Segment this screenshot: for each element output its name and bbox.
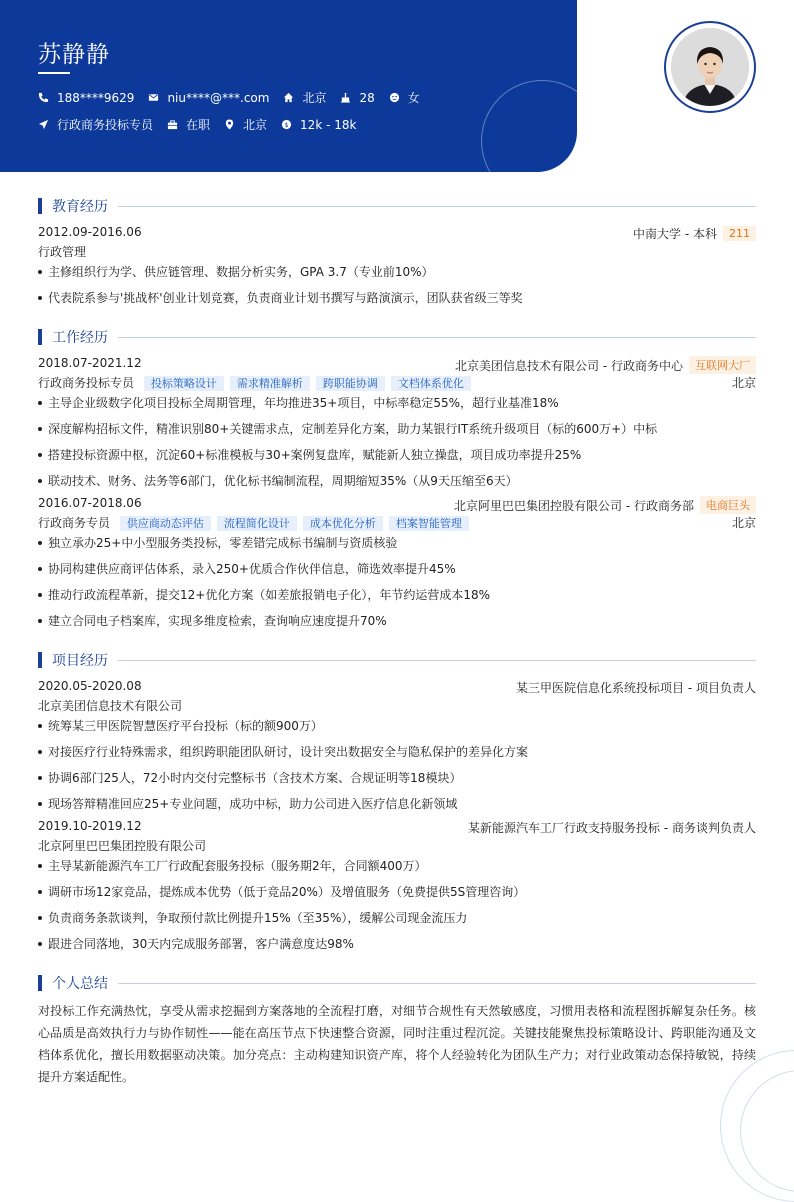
section-title-work	[38, 327, 756, 347]
skill-tag: 投标策略设计	[144, 376, 224, 391]
list-item: 协调6部门25人，72小时内交付完整标书（含技术方案、合规证明等18模块）	[38, 769, 461, 786]
skill-tag: 档案智能管理	[389, 516, 469, 531]
company-badge: 互联网大厂	[689, 356, 756, 374]
face-icon	[389, 92, 400, 103]
skill-tag: 成本优化分析	[303, 516, 383, 531]
list-item: 对接医疗行业特殊需求，组织跨职能团队研讨，设计突出数据安全与隐私保护的差异化方案	[38, 743, 528, 760]
cake-icon	[340, 92, 351, 103]
work-title: 行政商务专员	[38, 516, 111, 530]
list-item: 现场答辩精准回应25+专业问题，成功中标，助力公司进入医疗信息化新领域	[38, 795, 457, 812]
project-company: 北京阿里巴巴集团控股有限公司	[38, 839, 207, 853]
avatar-frame	[664, 21, 756, 113]
email-address: niu****@***.com	[167, 90, 270, 105]
list-item: 联动技术、财务、法务等6部门，优化标书编制流程，周期缩短35%（从9天压缩至6天）	[38, 472, 518, 489]
section-title-text: 项目经历	[52, 653, 108, 669]
avatar	[671, 28, 749, 106]
work-period: 2018.07-2021.12	[38, 356, 142, 370]
skill-tag: 跨职能协调	[316, 376, 385, 391]
briefcase-icon	[167, 119, 178, 130]
section-title-text: 教育经历	[52, 199, 108, 215]
section-divider	[118, 983, 756, 984]
gender-value: 女	[407, 91, 420, 105]
section-title-text: 个人总结	[52, 976, 108, 992]
candidate-name: 苏静静	[38, 42, 110, 68]
list-item: 独立承办25+中小型服务类投标，零差错完成标书编制与资质核验	[38, 534, 397, 551]
list-item: 主导企业级数字化项目投标全周期管理，年均推进35+项目，中标率稳定55%，超行业基准18%	[38, 394, 559, 411]
company-badge: 电商巨头	[700, 496, 756, 514]
project-name: 某三甲医院信息化系统投标项目 - 项目负责人	[516, 681, 756, 695]
phone-number: 188****9629	[57, 90, 135, 105]
education-period: 2012.09-2016.06	[38, 225, 142, 239]
list-item: 统筹某三甲医院智慧医疗平台投标（标的额900万）	[38, 717, 323, 734]
education-school: 中南大学 - 本科	[633, 227, 717, 241]
list-item: 主修组织行为学、供应链管理、数据分析实务，GPA 3.7（专业前10%）	[38, 263, 434, 280]
list-item: 负责商务条款谈判，争取预付款比例提升15%（至35%），缓解公司现金流压力	[38, 909, 467, 926]
work-2-role	[38, 514, 756, 531]
education-major: 行政管理	[38, 245, 87, 259]
list-item: 跟进合同落地，30天内完成服务部署，客户满意度达98%	[38, 935, 354, 952]
project-name: 某新能源汽车工厂行政支持服务投标 - 商务谈判负责人	[468, 821, 756, 835]
project-period: 2019.10-2019.12	[38, 819, 142, 833]
list-item: 协同构建供应商评估体系，录入250+优质合作伙伴信息，筛选效率提升45%	[38, 560, 456, 577]
target-job: 行政商务投标专员	[57, 118, 154, 132]
send-icon	[38, 119, 49, 130]
section-marker	[38, 652, 42, 668]
phone-icon	[38, 92, 49, 103]
svg-text:$: $	[284, 120, 289, 129]
header-banner	[0, 0, 577, 172]
work-company: 北京美团信息技术有限公司 - 行政商务中心	[455, 358, 683, 373]
section-title-summary	[38, 973, 756, 993]
skill-tag: 需求精准解析	[230, 376, 310, 391]
target-city: 北京	[243, 118, 268, 132]
list-item: 调研市场12家竞品，提炼成本优势（低于竞品20%）及增值服务（免费提供5S管理咨询）	[38, 883, 525, 900]
section-marker	[38, 975, 42, 991]
work-period: 2016.07-2018.06	[38, 496, 142, 510]
section-marker	[38, 198, 42, 214]
list-item: 深度解构招标文件，精准识别80+关键需求点，定制差异化方案，助力某银行IT系统升级项目（标的600万+）中标	[38, 420, 657, 437]
education-header	[38, 225, 756, 239]
section-divider	[118, 660, 756, 661]
expected-salary: 12k - 18k	[300, 117, 357, 132]
work-1-role	[38, 374, 756, 391]
section-title-text: 工作经历	[52, 330, 108, 346]
location-icon	[224, 119, 235, 130]
contact-row	[38, 89, 434, 106]
section-divider	[118, 337, 756, 338]
list-item: 搭建投标资源中枢，沉淀60+标准模板与30+案例复盘库，赋能新人独立操盘，项目成功率提升25%	[38, 446, 581, 463]
list-item: 推动行政流程革新，提交12+优化方案（如差旅报销电子化），年节约运营成本18%	[38, 586, 490, 603]
name-underline	[38, 72, 70, 74]
summary-text: 对投标工作充满热忱，享受从需求挖掘到方案落地的全流程打磨，对细节合规性有天然敏感度，习惯用表格和流程图拆解复杂任务。核心品质是高效执行力与协作韧性——能在高压节点下快速整合资源，同时注重过程沉淀。关键技能聚焦投标策略设计、跨职能沟通及文档体系优化，擅长用数据驱动决策。加分亮点：主动构建知识资产库，将个人经验转化为团队生产力；对行业政策动态保持敏锐，持续提升方案适配性。	[38, 1004, 756, 1084]
list-item: 主导某新能源汽车工厂行政配套服务投标（服务期2年，合同额400万）	[38, 857, 427, 874]
list-item: 建立合同电子档案库，实现多维度检索，查询响应速度提升70%	[38, 612, 387, 629]
work-city: 北京	[731, 516, 756, 530]
work-title: 行政商务投标专员	[38, 376, 135, 390]
section-title-project	[38, 650, 756, 670]
skill-tag: 流程简化设计	[217, 516, 297, 531]
section-title-education	[38, 196, 756, 216]
project-period: 2020.05-2020.08	[38, 679, 142, 693]
section-divider	[118, 206, 756, 207]
project-company: 北京美团信息技术有限公司	[38, 699, 183, 713]
work-1-header	[38, 356, 756, 373]
work-2-header	[38, 496, 756, 513]
work-company: 北京阿里巴巴集团控股有限公司 - 行政商务部	[454, 498, 694, 513]
home-icon	[283, 92, 294, 103]
mail-icon	[148, 92, 159, 103]
section-marker	[38, 329, 42, 345]
project-1-header	[38, 679, 756, 693]
job-intent-row	[38, 116, 370, 133]
job-status: 在职	[186, 118, 211, 132]
skill-tag: 供应商动态评估	[120, 516, 211, 531]
age-value: 28	[359, 90, 375, 105]
header-decor-circle	[481, 80, 577, 172]
project-2-header	[38, 819, 756, 833]
current-city: 北京	[302, 91, 327, 105]
school-badge: 211	[723, 226, 756, 241]
money-icon	[281, 119, 292, 130]
list-item: 代表院系参与'挑战杯'创业计划竞赛，负责商业计划书撰写与路演演示，团队获省级三等奖	[38, 289, 523, 306]
skill-tag: 文档体系优化	[391, 376, 471, 391]
work-city: 北京	[731, 376, 756, 390]
